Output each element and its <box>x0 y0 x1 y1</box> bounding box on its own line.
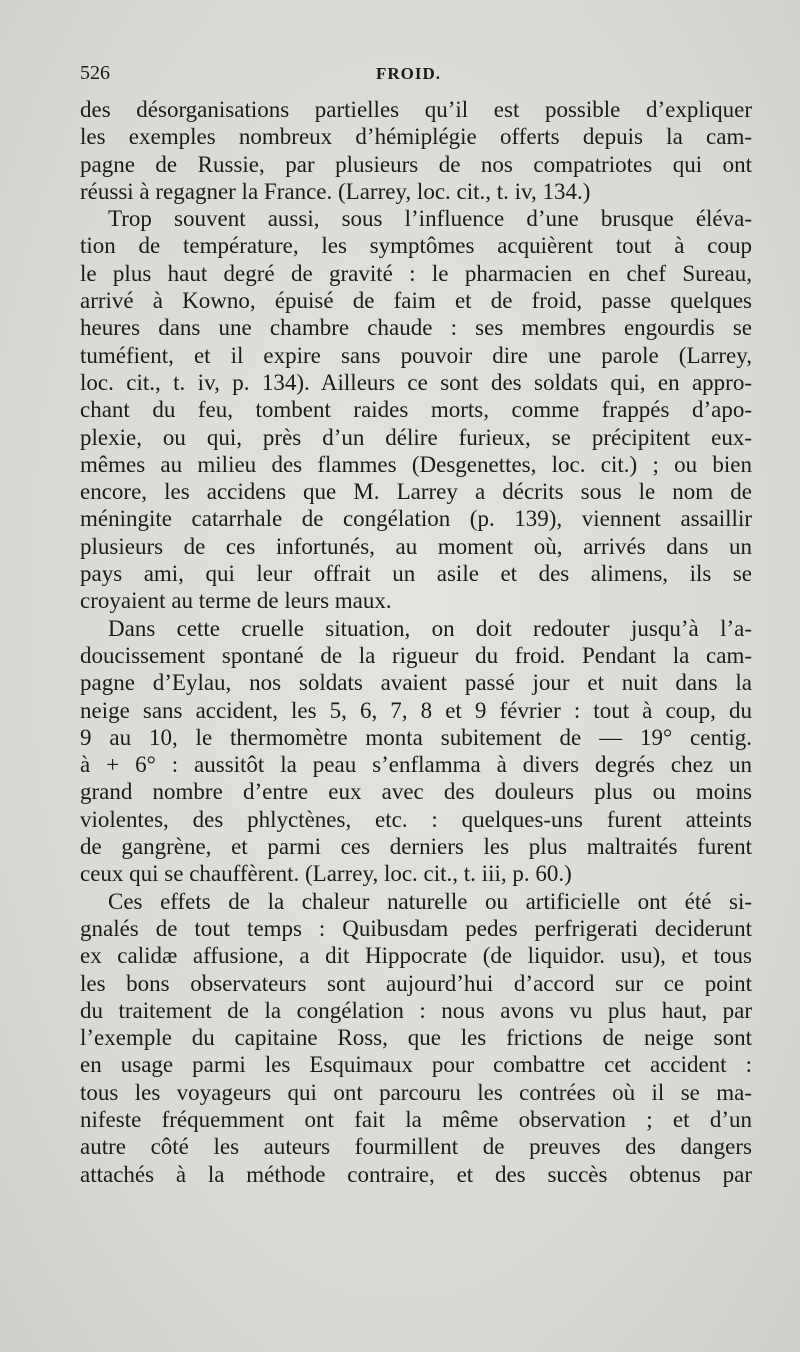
text-line: 9 au 10, le thermomètre monta subitement de — 19° centig. <box>80 724 752 750</box>
text-line: plexie, ou qui, près d’un délire furieux, se précipitent eux- <box>80 424 752 450</box>
text-line: méningite catarrhale de congélation (p. 139), viennent assaillir <box>80 506 752 532</box>
text-line: ceux qui se chauffèrent. (Larrey, loc. cit., t. iii, p. 60.) <box>80 861 572 887</box>
text-line: les bons observateurs sont aujourd’hui d’accord sur ce point <box>80 970 752 996</box>
text-line: tion de température, les symptômes acquièrent tout à coup <box>80 233 752 259</box>
text-line: gnalés de tout temps : Quibusdam pedes perfrigerati deciderunt <box>80 915 752 941</box>
text-line: de gangrène, et parmi ces derniers les plus maltraités furent <box>80 834 752 860</box>
text-line: réussi à regagner la France. (Larrey, loc. cit., t. iv, 134.) <box>80 178 591 204</box>
text-line: croyaient au terme de leurs maux. <box>80 588 392 614</box>
text-line: en usage parmi les Esquimaux pour combattre cet accident : <box>80 1052 752 1078</box>
text-line: autre côté les auteurs fourmillent de preuves des dangers <box>80 1134 752 1160</box>
text-line: doucissement spontané de la rigueur du froid. Pendant la cam- <box>80 642 752 668</box>
text-line: Trop souvent aussi, sous l’influence d’une brusque éléva- <box>108 206 752 232</box>
text-line: violentes, des phlyctènes, etc. : quelques-uns furent atteints <box>80 806 752 832</box>
text-line: grand nombre d’entre eux avec des douleurs plus ou moins <box>80 779 752 805</box>
text-line: chant du feu, tombent raides morts, comme frappés d’apo- <box>80 397 752 423</box>
text-line: pays ami, qui leur offrait un asile et des alimens, ils se <box>80 561 752 587</box>
text-line: ex calidæ affusione, a dit Hippocrate (de liquidor. usu), et tous <box>80 943 752 969</box>
text-line: neige sans accident, les 5, 6, 7, 8 et 9 février : tout à coup, du <box>80 697 752 723</box>
page-number: 526 <box>80 62 110 84</box>
text-line: des désorganisations partielles qu’il est possible d’expliquer <box>80 97 752 122</box>
text-line: l’exemple du capitaine Ross, que les frictions de neige sont <box>80 1025 752 1051</box>
text-line: attachés à la méthode contraire, et des succès obtenus par <box>80 1161 752 1187</box>
text-line: loc. cit., t. iv, p. 134). Ailleurs ce sont des soldats qui, en appro- <box>80 369 752 395</box>
text-line: tuméfient, et il expire sans pouvoir dire une parole (Larrey, <box>80 342 752 368</box>
text-line: Ces effets de la chaleur naturelle ou artificielle ont été si- <box>108 888 752 914</box>
running-title: FROID. <box>376 64 442 83</box>
text-line: pagne d’Eylau, nos soldats avaient passé jour et nuit dans la <box>80 670 752 696</box>
text-line: le plus haut degré de gravité : le pharmacien en chef Sureau, <box>80 260 752 286</box>
text-line: encore, les accidens que M. Larrey a décrits sous le nom de <box>80 479 752 505</box>
page-header <box>80 62 752 92</box>
text-line: à + 6° : aussitôt la peau s’enflamma à divers degrés chez un <box>80 752 752 778</box>
text-line: tous les voyageurs qui ont parcouru les contrées où il se ma- <box>80 1079 752 1105</box>
text-line: du traitement de la congélation : nous avons vu plus haut, par <box>80 997 752 1023</box>
page-body-text <box>80 96 752 1188</box>
text-line: plusieurs de ces infortunés, au moment où, arrivés dans un <box>80 533 752 559</box>
text-line: les exemples nombreux d’hémiplégie offerts depuis la cam- <box>80 124 752 150</box>
text-line: heures dans une chambre chaude : ses membres engourdis se <box>80 315 752 341</box>
text-line: Dans cette cruelle situation, on doit redouter jusqu’à l’a- <box>108 615 752 641</box>
text-line: pagne de Russie, par plusieurs de nos compatriotes qui ont <box>80 151 752 177</box>
text-line: mêmes au milieu des flammes (Desgenettes, loc. cit.) ; ou bien <box>80 451 752 477</box>
text-line: nifeste fréquemment ont fait la même observation ; et d’un <box>80 1106 752 1132</box>
text-line: arrivé à Kowno, épuisé de faim et de froid, passe quelques <box>80 288 752 314</box>
